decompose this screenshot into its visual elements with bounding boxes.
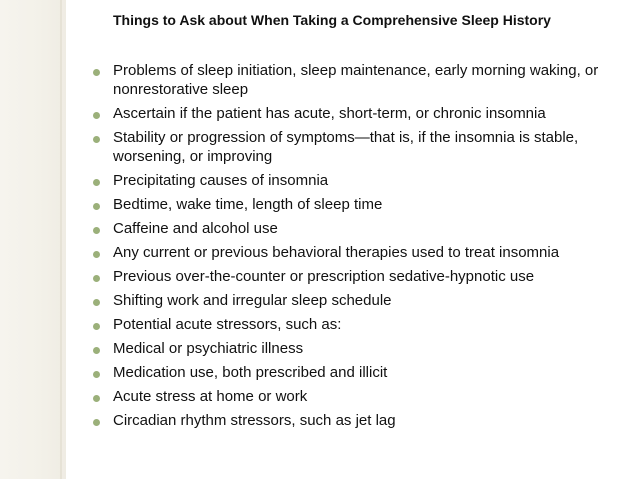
bullet-text: Stability or progression of symptoms—that is, if the insomnia is stable, worsening, or improving: [113, 129, 579, 165]
bullet-dot-icon: [93, 251, 100, 258]
bullet-text: Circadian rhythm stressors, such as jet lag: [113, 412, 396, 429]
bullet-dot-icon: [93, 275, 100, 282]
bullet-list: [93, 61, 623, 435]
bullet-dot-icon: [93, 203, 100, 210]
bullet-dot-icon: [93, 347, 100, 354]
bullet-item: [93, 387, 623, 406]
left-decorative-strip: [0, 0, 66, 479]
bullet-item: [93, 243, 623, 262]
bullet-item: [93, 128, 623, 166]
bullet-dot-icon: [93, 395, 100, 402]
bullet-dot-icon: [93, 371, 100, 378]
bullet-item: [93, 339, 623, 358]
bullet-text: Precipitating causes of insomnia: [113, 172, 329, 189]
bullet-item: [93, 195, 623, 214]
bullet-item: [93, 291, 623, 310]
bullet-item: [93, 267, 623, 286]
bullet-text: Medical or psychiatric illness: [113, 340, 304, 357]
bullet-item: [93, 363, 623, 382]
bullet-dot-icon: [93, 227, 100, 234]
bullet-dot-icon: [93, 179, 100, 186]
bullet-item: [93, 315, 623, 334]
bullet-text: Bedtime, wake time, length of sleep time: [113, 196, 383, 213]
bullet-dot-icon: [93, 112, 100, 119]
bullet-item: [93, 61, 623, 99]
bullet-text: Medication use, both prescribed and illicit: [113, 364, 388, 381]
bullet-text: Ascertain if the patient has acute, short-term, or chronic insomnia: [113, 105, 546, 122]
bullet-dot-icon: [93, 419, 100, 426]
bullet-item: [93, 171, 623, 190]
bullet-text: Previous over-the-counter or prescription sedative-hypnotic use: [113, 268, 535, 285]
bullet-item: [93, 219, 623, 238]
bullet-dot-icon: [93, 323, 100, 330]
bullet-dot-icon: [93, 69, 100, 76]
bullet-dot-icon: [93, 136, 100, 143]
bullet-text: Shifting work and irregular sleep schedule: [113, 292, 392, 309]
bullet-dot-icon: [93, 299, 100, 306]
bullet-text: Problems of sleep initiation, sleep maintenance, early morning waking, or nonrestorative sleep: [113, 62, 599, 98]
bullet-text: Acute stress at home or work: [113, 388, 308, 405]
bullet-text: Caffeine and alcohol use: [113, 220, 278, 237]
slide-title: Things to Ask about When Taking a Comprehensive Sleep History: [113, 12, 551, 28]
bullet-text: Any current or previous behavioral therapies used to treat insomnia: [113, 244, 560, 261]
bullet-item: [93, 411, 623, 430]
bullet-text: Potential acute stressors, such as:: [113, 316, 342, 333]
bullet-item: [93, 104, 623, 123]
